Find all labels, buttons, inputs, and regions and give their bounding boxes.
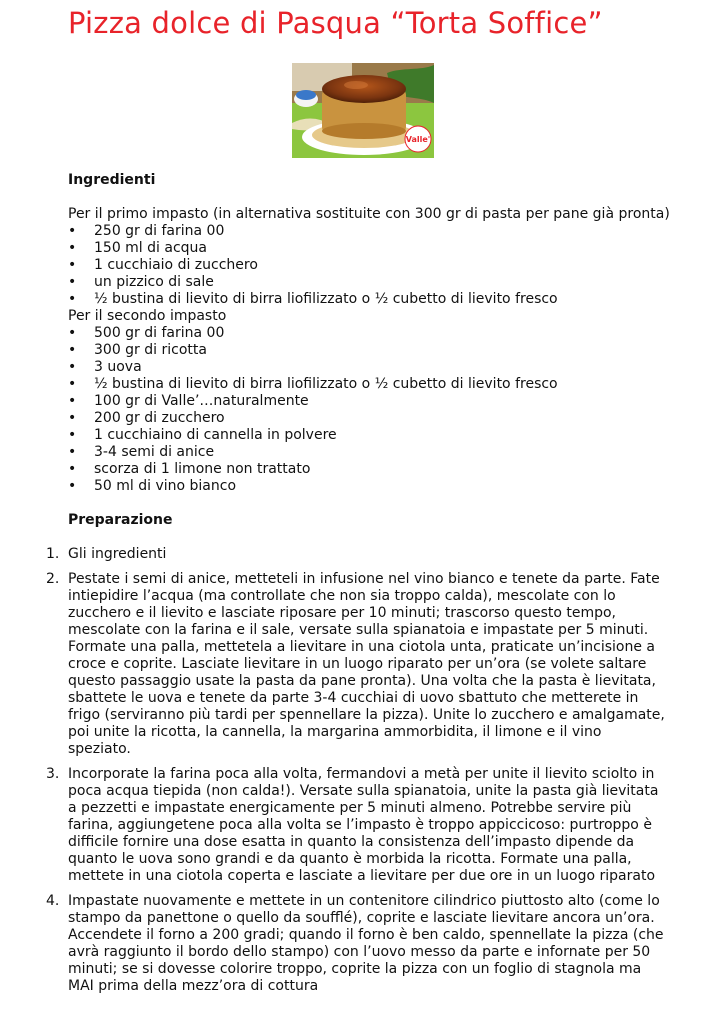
second-dough-intro: Per il secondo impasto (68, 308, 227, 324)
cake-illustration (292, 63, 434, 158)
step-text: Gli ingredienti (68, 546, 167, 562)
second-dough-list (68, 325, 668, 495)
step-item (46, 546, 668, 563)
preparation-heading: Preparazione (68, 512, 173, 528)
step-number: 4. (46, 893, 60, 909)
cake-photo (292, 63, 434, 158)
list-item: • 50 ml di vino bianco (68, 478, 668, 495)
step-item (46, 766, 668, 885)
step-text: Pestate i semi di anice, metteteli in infusione nel vino bianco e tenete da parte. Fate intiepidire l’acqua (ma controllate che non sia troppo calda), mescolate con lo zucchero e il lievito e lasciate riposare per 10 minuti; trascorso questo tempo, mescolate con la farina e il sale, versate sulla spianatoia e impastate per 5 minuti. Formate una palla, mettetela a lievitare in una ciotola unta, praticate un’incisione a croce e coprite. Lasciate lievitare in un luogo riparato per un’ora (se volete saltare questo passaggio usate la pasta da pane pronta). Una volta che la pasta è lievitata, sbattete le uova e tenete da parte 3-4 cucchiai di uovo sbattuto che metterete in frigo (serviranno più tardi per spennellare la pizza). Unite lo zucchero e amalgamate, poi unite la ricotta, la cannella, la margarina ammorbidita, il limone e il vino speziato. (68, 571, 665, 757)
list-item: • 500 gr di farina 00 (68, 325, 668, 342)
list-item: • 100 gr di Valle’…naturalmente (68, 393, 668, 410)
list-item: • 250 gr di farina 00 (68, 223, 668, 240)
first-dough-intro: Per il primo impasto (in alternativa sostituite con 300 gr di pasta per pane già pronta) (68, 206, 670, 222)
step-text: Impastate nuovamente e mettete in un contenitore cilindrico piuttosto alto (come lo stampo da panettone o quello da soufflé), coprite e lasciate lievitare ancora un’ora. Accendete il forno a 200 gradi; quando il forno è ben caldo, spennellate la pizza (che avrà raggiunto il bordo dello stampo) con l’uovo messo da parte e infornate per 50 minuti; se si dovesse colorire troppo, coprite la pizza con un foglio di stagnola ma MAI prima della mezz’ora di cottura (68, 893, 664, 994)
list-item: • 200 gr di zucchero (68, 410, 668, 427)
list-item: • 3 uova (68, 359, 668, 376)
step-number: 1. (46, 546, 60, 562)
valle-logo: Valle' (405, 135, 431, 144)
list-item: • 150 ml di acqua (68, 240, 668, 257)
page-title: Pizza dolce di Pasqua “Torta Soffice” (68, 6, 603, 40)
step-item (46, 571, 668, 758)
step-text: Incorporate la farina poca alla volta, fermandovi a metà per unite il lievito sciolto in poca acqua tiepida (non calda!). Versate sulla spianatoia, unite la pasta già lievitata a pezzetti e impastate energicamente per 5 minuti almeno. Potrebbe servire più farina, aggiungetene poca alla volta se l’impasto è troppo appiccicoso: purtroppo è difficile fornire una dose esatta in quanto la consistenza dell’impasto dipende da quanto le uova sono grandi e da quanto è morbida la ricotta. Formate una palla, mettete in una ciotola coperta e lasciate a lievitare per due ore in un luogo riparato (68, 766, 659, 884)
step-item (46, 893, 668, 995)
first-dough-list (68, 223, 668, 308)
ingredients-heading: Ingredienti (68, 172, 156, 188)
list-item: • ½ bustina di lievito di birra liofilizzato o ½ cubetto di lievito fresco (68, 376, 668, 393)
list-item: • scorza di 1 limone non trattato (68, 461, 668, 478)
list-item: • ½ bustina di lievito di birra liofilizzato o ½ cubetto di lievito fresco (68, 291, 668, 308)
step-number: 2. (46, 571, 60, 587)
list-item: • un pizzico di sale (68, 274, 668, 291)
list-item: • 1 cucchiaio di zucchero (68, 257, 668, 274)
list-item: • 300 gr di ricotta (68, 342, 668, 359)
list-item: • 3-4 semi di anice (68, 444, 668, 461)
preparation-steps (46, 546, 668, 995)
step-number: 3. (46, 766, 60, 782)
recipe-content (46, 172, 670, 1003)
list-item: • 1 cucchiaino di cannella in polvere (68, 427, 668, 444)
